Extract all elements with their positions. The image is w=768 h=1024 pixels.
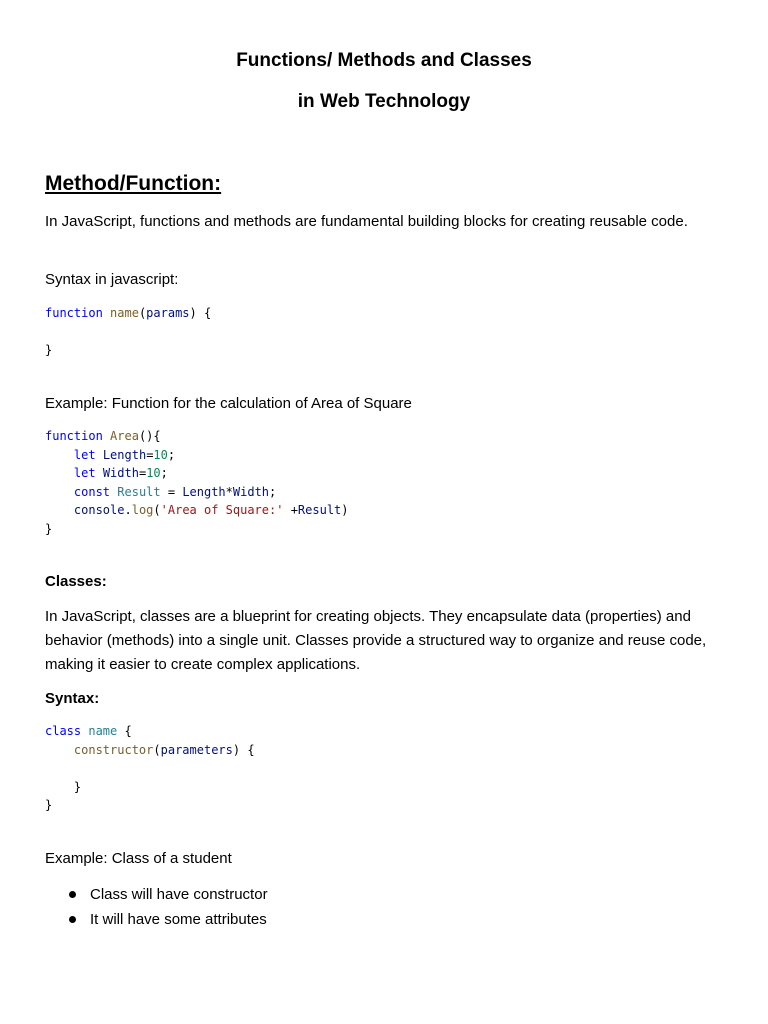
code-token: name xyxy=(88,724,118,738)
code-token: Length xyxy=(182,484,226,499)
code-token: } xyxy=(45,798,53,813)
code-token: } xyxy=(73,779,82,794)
page-title-line-1: Functions/ Methods and Classes xyxy=(236,50,532,71)
class-syntax-code xyxy=(45,722,255,815)
method-intro-paragraph: In JavaScript, functions and methods are fundamental building blocks for creating reusable code. xyxy=(45,213,688,230)
code-token: Width xyxy=(232,484,270,499)
code-token: class xyxy=(45,724,82,738)
code-token: name xyxy=(110,306,139,320)
code-token: constructor xyxy=(73,742,154,757)
bullet-dot-icon xyxy=(69,891,76,898)
code-token: (){ xyxy=(138,429,161,443)
code-token: Result xyxy=(297,503,342,518)
code-token: ) { xyxy=(189,306,212,320)
code-token: } xyxy=(45,521,53,536)
code-token: = xyxy=(146,447,154,462)
class-syntax-label: Syntax: xyxy=(45,690,100,707)
code-token: } xyxy=(45,343,53,358)
section-heading-classes: Classes: xyxy=(45,573,107,590)
list-item-text: Class will have constructor xyxy=(90,886,268,903)
page-title-line-2: in Web Technology xyxy=(297,91,471,112)
code-token: parameters xyxy=(160,742,233,757)
code-token: let xyxy=(73,466,96,481)
code-token: { xyxy=(117,724,132,738)
code-token: ; xyxy=(160,466,168,481)
code-token: = xyxy=(160,484,183,499)
code-token: log xyxy=(131,503,154,518)
code-token: Result xyxy=(117,484,161,499)
code-token: Length xyxy=(102,447,147,462)
code-token: ( xyxy=(153,503,161,518)
code-token: const xyxy=(73,484,111,499)
example-class-label: Example: Class of a student xyxy=(45,850,232,867)
bullet-list xyxy=(45,882,268,932)
code-token: ; xyxy=(269,484,277,499)
code-token: ) xyxy=(341,503,349,518)
code-token: ( xyxy=(138,306,147,320)
code-token: let xyxy=(73,447,96,462)
list-item xyxy=(45,882,268,907)
code-token: ) { xyxy=(232,742,255,757)
code-token: Width xyxy=(102,466,139,481)
example-function-label: Example: Function for the calculation of Area of Square xyxy=(45,395,412,412)
code-token: function xyxy=(45,429,103,443)
list-item-text: It will have some attributes xyxy=(90,911,267,928)
code-token: 'Area of Square:' xyxy=(160,503,284,518)
code-token: * xyxy=(225,484,233,499)
code-token: 10 xyxy=(146,466,161,481)
code-token: = xyxy=(138,466,147,481)
area-function-code xyxy=(45,427,349,539)
code-token: function xyxy=(45,306,103,320)
code-token: ( xyxy=(153,742,161,757)
code-token: Area xyxy=(110,429,139,443)
classes-intro-paragraph: In JavaScript, classes are a blueprint for creating objects. They encapsulate data (properties) and behavior (methods) into a single unit. Classes provide a structured way to organize and reuse code, making it easier to create complex applications. xyxy=(45,608,707,673)
code-token: console xyxy=(73,503,125,518)
section-heading-method-function: Method/Function: xyxy=(45,172,222,195)
list-item xyxy=(45,907,268,932)
code-token: 10 xyxy=(153,447,168,462)
code-token: params xyxy=(146,306,190,320)
bullet-dot-icon xyxy=(69,916,76,923)
code-token: ; xyxy=(167,447,176,462)
code-token: + xyxy=(283,503,298,518)
function-syntax-code xyxy=(45,304,211,360)
syntax-label: Syntax in javascript: xyxy=(45,271,179,288)
code-token: . xyxy=(124,503,132,518)
